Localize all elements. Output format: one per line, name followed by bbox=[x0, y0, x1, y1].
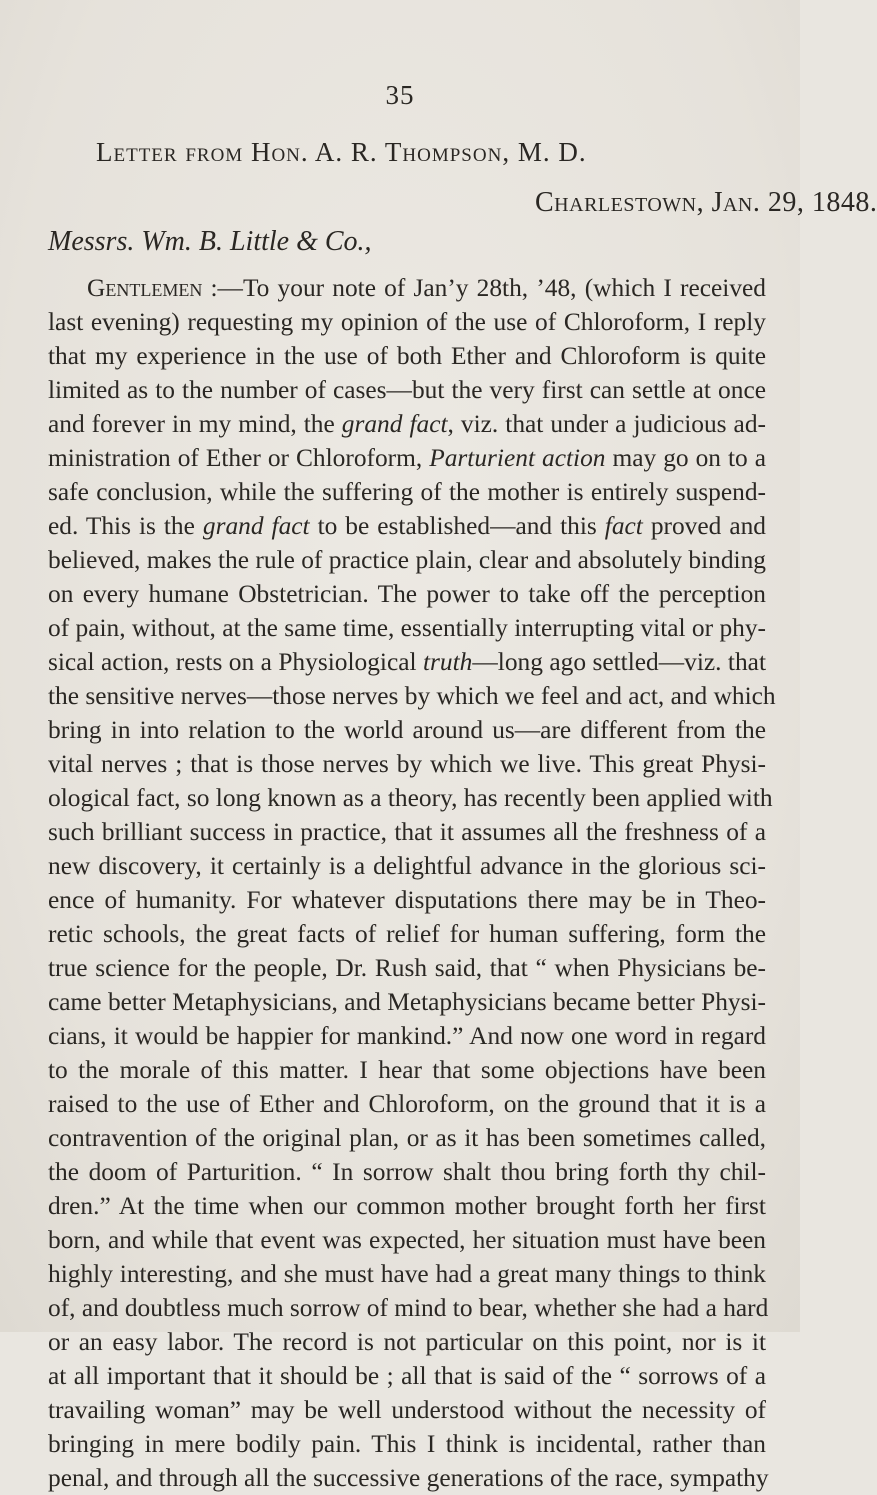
text-run: to the morale of this matter. I hear that some objections have been bbox=[48, 1056, 766, 1084]
text-line bbox=[48, 883, 766, 917]
text-line bbox=[48, 441, 766, 475]
text-line bbox=[48, 509, 766, 543]
italic-text: grand fact bbox=[202, 512, 310, 540]
text-run: cians, it would be happier for mankind.” And now one word in regard bbox=[48, 1022, 766, 1050]
text-line bbox=[48, 1121, 766, 1155]
text-run: may go on to a bbox=[605, 444, 766, 472]
dateline: Charlestown, Jan. 29, 1848. bbox=[535, 187, 877, 218]
text-line bbox=[48, 985, 766, 1019]
text-run: ministration of Ether or Chloroform, bbox=[48, 444, 430, 472]
text-line bbox=[48, 1257, 766, 1291]
text-line bbox=[48, 475, 766, 509]
text-line bbox=[48, 815, 766, 849]
text-run: proved and bbox=[642, 512, 766, 540]
text-line bbox=[48, 781, 773, 815]
text-run: —long ago settled—viz. that bbox=[472, 648, 767, 676]
text-line bbox=[48, 1087, 766, 1121]
text-run: new discovery, it certainly is a delightful advance in the glorious sci- bbox=[48, 852, 766, 880]
text-run: limited as to the number of cases—but the very first can settle at once bbox=[48, 376, 766, 404]
text-run: retic schools, the great facts of relief for human suffering, form the bbox=[48, 920, 766, 948]
text-line bbox=[48, 1189, 766, 1223]
text-run: the doom of Parturition. “ In sorrow shalt thou bring forth thy chil- bbox=[48, 1158, 766, 1186]
text-line bbox=[48, 1053, 766, 1087]
text-run: believed, makes the rule of practice plain, clear and absolutely binding bbox=[48, 546, 766, 574]
text-line bbox=[48, 407, 766, 441]
text-run: penal, and through all the successive generations of the race, sympathy bbox=[48, 1464, 769, 1492]
italic-text: grand fact bbox=[341, 410, 448, 438]
text-line bbox=[48, 849, 766, 883]
text-run: :—To your note of Jan’y 28th, ’48, (which I received bbox=[202, 274, 766, 302]
letter-body bbox=[48, 271, 776, 1495]
text-run: true science for the people, Dr. Rush said, that “ when Physicians be- bbox=[48, 954, 766, 982]
text-run: bring in into relation to the world around us—are different from the bbox=[48, 716, 766, 744]
text-line bbox=[48, 1461, 769, 1495]
text-run: contravention of the original plan, or as it has been sometimes called, bbox=[48, 1124, 766, 1152]
text-line bbox=[48, 1427, 766, 1461]
text-line bbox=[48, 679, 776, 713]
text-run: dren.” At the time when our common mother brought forth her first bbox=[48, 1192, 766, 1220]
text-run: sical action, rests on a Physiological bbox=[48, 648, 423, 676]
text-run: ence of humanity. For whatever disputations there may be in Theo- bbox=[48, 886, 766, 914]
text-run: that my experience in the use of both Ether and Chloroform is quite bbox=[48, 342, 766, 370]
text-run: came better Metaphysicians, and Metaphysicians became better Physi- bbox=[48, 988, 766, 1016]
text-line bbox=[48, 1019, 766, 1053]
text-run: vital nerves ; that is those nerves by which we live. This great Physi- bbox=[48, 750, 766, 778]
text-line bbox=[48, 1325, 766, 1359]
text-line bbox=[48, 645, 766, 679]
italic-text: fact bbox=[604, 512, 643, 540]
letter-heading: Letter from Hon. A. R. Thompson, M. D. bbox=[96, 137, 587, 167]
text-run: such brilliant success in practice, that it assumes all the freshness of a bbox=[48, 818, 766, 846]
text-run: bringing in mere bodily pain. This I think is incidental, rather than bbox=[48, 1430, 766, 1458]
text-line bbox=[48, 271, 766, 305]
text-run: born, and while that event was expected, her situation must have been bbox=[48, 1226, 766, 1254]
text-line bbox=[48, 339, 766, 373]
page-number: 35 bbox=[385, 80, 415, 110]
text-run: highly interesting, and she must have had a great many things to think bbox=[48, 1260, 766, 1288]
text-line bbox=[48, 917, 766, 951]
text-line bbox=[48, 1393, 766, 1427]
text-line bbox=[48, 1291, 769, 1325]
text-line bbox=[48, 373, 766, 407]
text-run: the sensitive nerves—those nerves by which we feel and act, and which bbox=[48, 682, 776, 710]
text-run: raised to the use of Ether and Chloroform, on the ground that it is a bbox=[48, 1090, 766, 1118]
text-run: of, and doubtless much sorrow of mind to bear, whether she had a hard bbox=[48, 1294, 769, 1322]
text-line bbox=[48, 1359, 766, 1393]
text-line bbox=[48, 577, 766, 611]
text-line bbox=[48, 611, 766, 645]
salutation: Gentlemen bbox=[87, 274, 203, 302]
text-line bbox=[48, 1155, 766, 1189]
text-run: ed. This is the bbox=[48, 512, 203, 540]
addressee: Messrs. Wm. B. Little & Co., bbox=[48, 226, 372, 257]
text-line bbox=[48, 713, 766, 747]
text-run: and forever in my mind, the bbox=[48, 410, 342, 438]
text-line bbox=[48, 951, 766, 985]
italic-text: Parturient action bbox=[429, 444, 606, 472]
text-run: travailing woman” may be well understood without the necessity of bbox=[48, 1396, 766, 1424]
text-run: on every humane Obstetrician. The power to take off the perception bbox=[48, 580, 766, 608]
text-run: safe conclusion, while the suffering of the mother is entirely suspend- bbox=[48, 478, 766, 506]
text-run: , viz. that under a judicious ad- bbox=[447, 410, 766, 438]
text-line bbox=[48, 543, 766, 577]
text-line bbox=[48, 747, 766, 781]
text-run: ological fact, so long known as a theory, has recently been applied with bbox=[48, 784, 773, 812]
italic-text: truth bbox=[423, 648, 473, 676]
text-run: or an easy labor. The record is not particular on this point, nor is it bbox=[48, 1328, 766, 1356]
text-run: at all important that it should be ; all that is said of the “ sorrows of a bbox=[48, 1362, 766, 1390]
text-run: to be established—and this bbox=[309, 512, 605, 540]
text-line bbox=[48, 1223, 766, 1257]
text-run: of pain, without, at the same time, essentially interrupting vital or phy- bbox=[48, 614, 766, 642]
text-run: last evening) requesting my opinion of the use of Chloroform, I reply bbox=[48, 308, 766, 336]
text-line bbox=[48, 305, 766, 339]
